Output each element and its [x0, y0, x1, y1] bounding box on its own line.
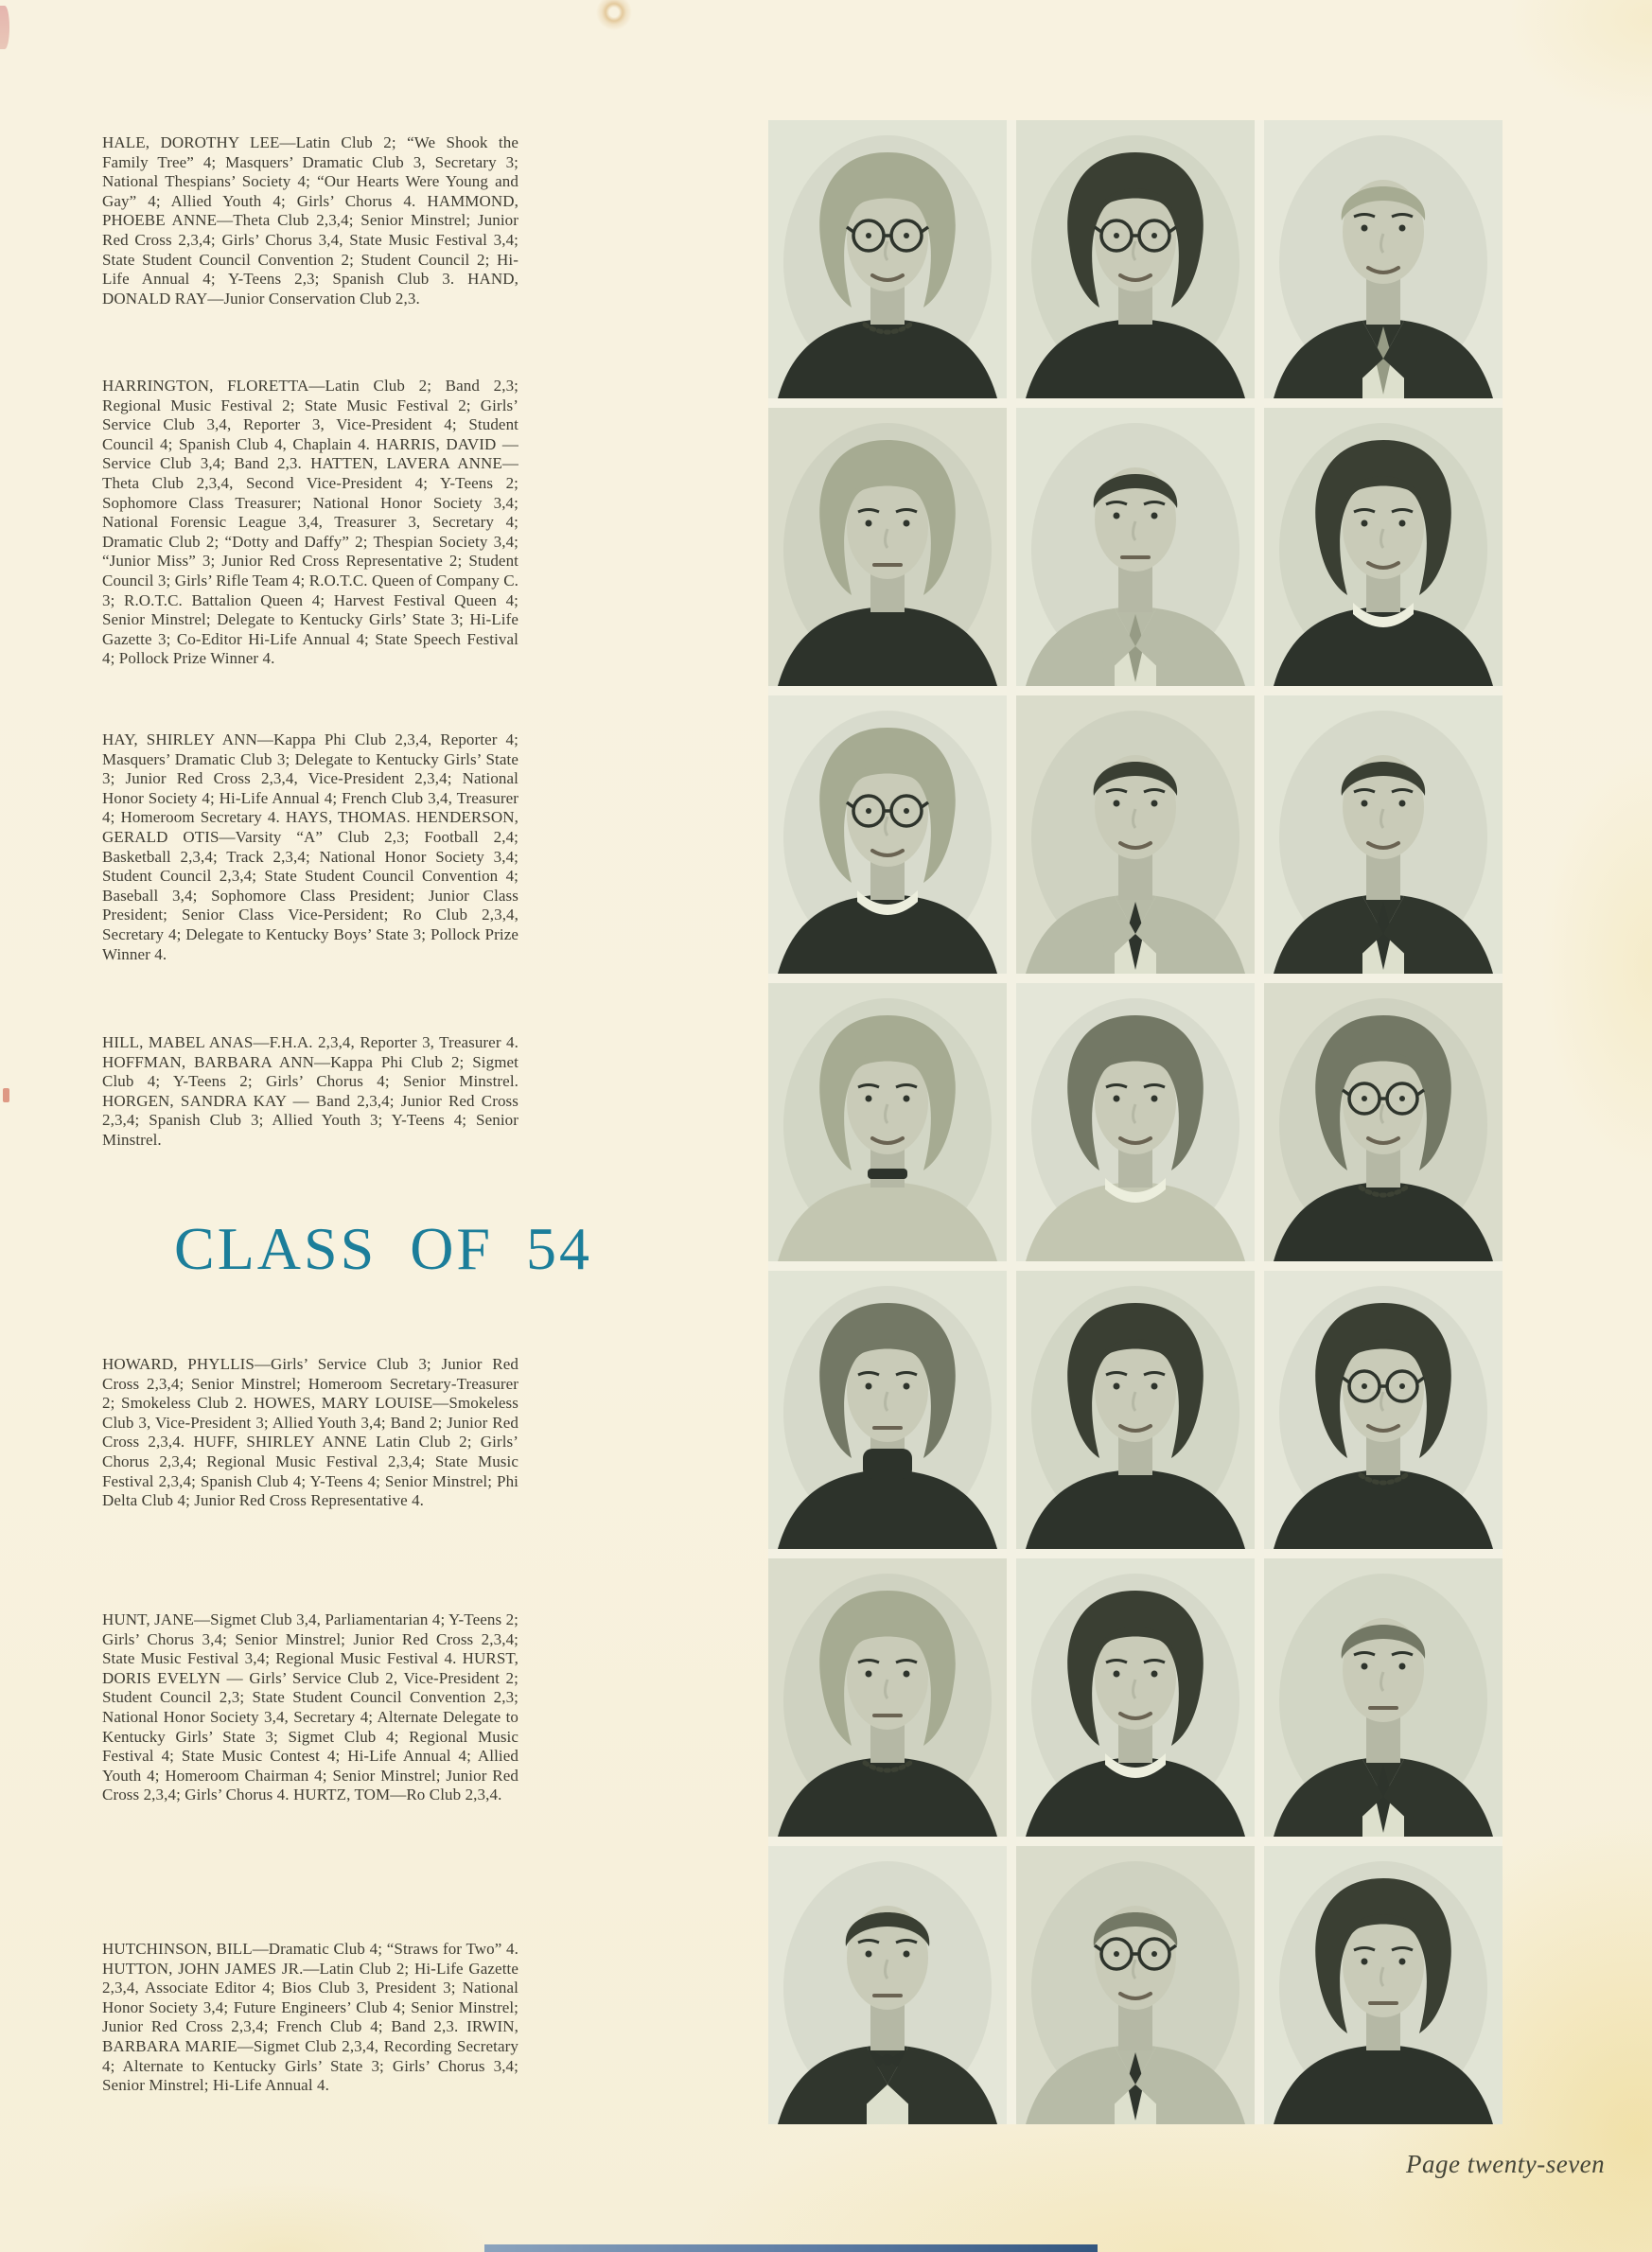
- portrait-r6-c3: [1264, 1558, 1503, 1837]
- entry-paragraph-howard-howes-huff: HOWARD, PHYLLIS—Girls’ Service Club 3; Junior Red Cross 2,3,4; Senior Minstrel; Homeroom Secretary-Treasurer 2; Smokeless Club 2. HOWES, MARY LOUISE—Smokeless Club 3, Vice-President 3; Allied Youth 3,4; Band 2; Junior Red Cross 2,3,4. HUFF, SHIRLEY ANNE Latin Club 2; Girls’ Chorus 2,3,4; Regional Music Festival 2,3,4; State Music Festival 2,3,4; Spanish Club 4; Y-Teens 4; Senior Minstrel; Phi Delta Club 4; Junior Red Cross Representative 4.: [102, 1355, 518, 1510]
- portrait-r4-c1: [768, 983, 1007, 1261]
- entry-paragraph-hay-hays-henderson: HAY, SHIRLEY ANN—Kappa Phi Club 2,3,4, Reporter 4; Masquers’ Dramatic Club 3; Delegate to Kentucky Girls’ State 3; Junior Red Cross 2,3,4, Vice-President 2,3,4; National Honor Society 4; Hi-Life Annual 4; French Club 3,4, Treasurer 4; Homeroom Secretary 4. HAYS, THOMAS. HENDERSON, GERALD OTIS—Varsity “A” Club 2,3; Football 2,4; Basketball 2,3,4; Track 2,3,4; National Honor Society 3,4; Student Council 2,3,4; State Student Council Convention 4; Baseball 3,4; Sophomore Class President; Junior Class President; Senior Class Vice-Persident; Ro Club 2,3,4, Secretary 4; Delegate to Kentucky Boys’ State 3; Pollock Prize Winner 4.: [102, 730, 518, 963]
- class-of-54-heading: CLASS OF 54: [174, 1215, 592, 1282]
- portrait-r3-c3-illustration: [1264, 695, 1503, 974]
- portrait-r2-c3: [1264, 408, 1503, 686]
- portrait-r4-c3-illustration: [1264, 983, 1503, 1261]
- portrait-r7-c3-illustration: [1264, 1846, 1503, 2124]
- portrait-r6-c2-illustration: [1016, 1558, 1255, 1837]
- portrait-r2-c3-illustration: [1264, 408, 1503, 686]
- portrait-r2-c2: [1016, 408, 1255, 686]
- portrait-r6-c1-illustration: [768, 1558, 1007, 1837]
- portrait-r4-c1-illustration: [768, 983, 1007, 1261]
- portrait-r4-c2-illustration: [1016, 983, 1255, 1261]
- portrait-r5-c1: [768, 1271, 1007, 1549]
- portrait-r1-c1-illustration: [768, 120, 1007, 398]
- portrait-r6-c3-illustration: [1264, 1558, 1503, 1837]
- portrait-r2-c1-illustration: [768, 408, 1007, 686]
- entry-paragraph-hutchinson-hutton-irwin: HUTCHINSON, BILL—Dramatic Club 4; “Straws for Two” 4. HUTTON, JOHN JAMES JR.—Latin Club 2; Hi-Life Gazette 2,3,4, Associate Editor 4; Bios Club 3, President 3; National Honor Society 3,4; Future Engineers’ Club 4; Senior Minstrel; Junior Red Cross 2,3,4; French Club 4; Band 2,3. IRWIN, BARBARA MARIE—Sigmet Club 2,3,4, Recording Secretary 4; Alternate to Kentucky Girls’ State 3; Girls’ Chorus 3,4; Senior Minstrel; Hi-Life Annual 4.: [102, 1940, 518, 2095]
- portrait-r5-c1-illustration: [768, 1271, 1007, 1549]
- portrait-r3-c2-illustration: [1016, 695, 1255, 974]
- portrait-r5-c3: [1264, 1271, 1503, 1549]
- portrait-r2-c1: [768, 408, 1007, 686]
- paper-edge-red-mark: [3, 1088, 9, 1102]
- portrait-r6-c2: [1016, 1558, 1255, 1837]
- portrait-r5-c2: [1016, 1271, 1255, 1549]
- portrait-r3-c3: [1264, 695, 1503, 974]
- portrait-r7-c2: [1016, 1846, 1255, 2124]
- portrait-r6-c1: [768, 1558, 1007, 1837]
- portrait-r5-c3-illustration: [1264, 1271, 1503, 1549]
- entry-paragraph-hale-hammond-hand: HALE, DOROTHY LEE—Latin Club 2; “We Shook the Family Tree” 4; Masquers’ Dramatic Club 3, Secretary 3; National Thespians’ Society 4; “Our Hearts Were Young and Gay” 4; Allied Youth 4; Girls’ Chorus 4. HAMMOND, PHOEBE ANNE—Theta Club 2,3,4; Senior Minstrel; Junior Red Cross 2,3,4; Girls’ Chorus 3,4, State Music Festival 3,4; State Student Council Convention 2; Student Council 2; Hi-Life Annual 4; Y-Teens 2,3; Spanish Club 3. HAND, DONALD RAY—Junior Conservation Club 2,3.: [102, 133, 518, 308]
- photo-grid: [768, 120, 1503, 2124]
- portrait-r4-c3: [1264, 983, 1503, 1261]
- portrait-r4-c2: [1016, 983, 1255, 1261]
- page-number: Page twenty-seven: [1406, 2150, 1606, 2178]
- portrait-r2-c2-illustration: [1016, 408, 1255, 686]
- portrait-r1-c2: [1016, 120, 1255, 398]
- entry-paragraph-hill-hoffman-horgen: HILL, MABEL ANAS—F.H.A. 2,3,4, Reporter 3, Treasurer 4. HOFFMAN, BARBARA ANN—Kappa Phi Club 2; Sigmet Club 4; Y-Teens 2; Girls’ Chorus 4; Senior Minstrel. HORGEN, SANDRA KAY — Band 2,3,4; Junior Red Cross 2,3,4; Spanish Club 3; Allied Youth 3; Y-Teens 4; Senior Minstrel.: [102, 1033, 518, 1149]
- paper-edge-pink-mark: [0, 6, 9, 49]
- portrait-r1-c3-illustration: [1264, 120, 1503, 398]
- portrait-r7-c3: [1264, 1846, 1503, 2124]
- portrait-r3-c1: [768, 695, 1007, 974]
- portrait-r1-c1: [768, 120, 1007, 398]
- entry-paragraph-hunt-hurst-hurtz: HUNT, JANE—Sigmet Club 3,4, Parliamentarian 4; Y-Teens 2; Girls’ Chorus 3,4; Senior Minstrel; Junior Red Cross 2,3,4; State Music Festival 3,4; Regional Music Festival 4. HURST, DORIS EVELYN — Girls’ Service Club 2, Vice-President 2; Student Council 2,3; State Student Council Convention 2,3; National Honor Society 3,4, Secretary 4; Alternate Delegate to Kentucky Girls’ State 3; Sigmet Club 4; Regional Music Festival 4; State Music Contest 4; Hi-Life Annual 4; Allied Youth 4; Homeroom Chairman 4; Senior Minstrel; Junior Red Cross 2,3,4; Girls’ Chorus 4. HURTZ, TOM—Ro Club 2,3,4.: [102, 1610, 518, 1804]
- portrait-r5-c2-illustration: [1016, 1271, 1255, 1549]
- entry-paragraph-harrington-harris-hatten: HARRINGTON, FLORETTA—Latin Club 2; Band 2,3; Regional Music Festival 2; State Music Festival 2; Girls’ Service Club 3,4, Reporter 3, Vice-President 4; Student Council 4; Spanish Club 4, Chaplain 4. HARRIS, DAVID — Service Club 3,4; Band 2,3. HATTEN, LAVERA ANNE—Theta Club 2,3,4, Second Vice-President 4; Y-Teens 2; Sophomore Class Treasurer; National Honor Society 3,4; National Forensic League 3,4, Treasurer 3, Secretary 4; Dramatic Club 2; “Dotty and Daffy” 2; Thespian Society 3,4; “Junior Miss” 3; Junior Red Cross Representative 2; Student Council 3; Girls’ Rifle Team 4; R.O.T.C. Queen of Company C. 3; R.O.T.C. Battalion Queen 4; Harvest Festival Queen 4; Senior Minstrel; Delegate to Kentucky Girls’ State 3; Hi-Life Gazette 3; Co-Editor Hi-Life Annual 4; State Speech Festival 4; Pollock Prize Winner 4.: [102, 377, 518, 668]
- portrait-r7-c1-illustration: [768, 1846, 1007, 2124]
- portrait-r1-c3: [1264, 120, 1503, 398]
- page-bottom-edge-line: [484, 2244, 1098, 2252]
- portrait-r7-c1: [768, 1846, 1007, 2124]
- portrait-r3-c2: [1016, 695, 1255, 974]
- portrait-r7-c2-illustration: [1016, 1846, 1255, 2124]
- portrait-r1-c2-illustration: [1016, 120, 1255, 398]
- portrait-r3-c1-illustration: [768, 695, 1007, 974]
